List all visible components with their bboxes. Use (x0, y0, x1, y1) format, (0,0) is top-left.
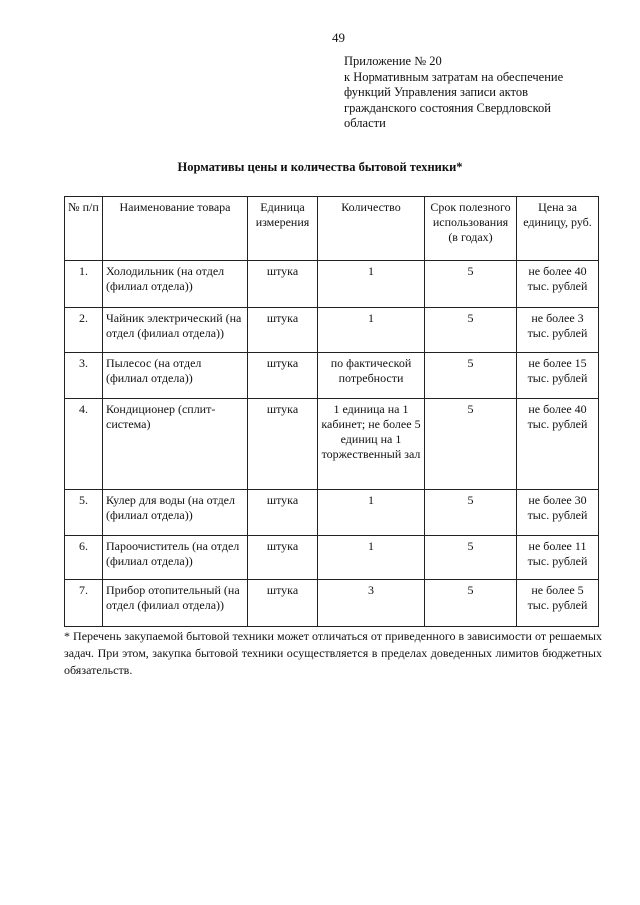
annex-line: к Нормативным затратам на обеспечение (344, 69, 564, 84)
norms-table (64, 196, 599, 627)
header-name: Наименование товара (103, 197, 248, 261)
cell-num: 6. (65, 536, 103, 580)
cell-qty: 1 (318, 490, 425, 536)
footnote: * Перечень закупаемой бытовой техники может отличаться от приведенного в зависимости от решаемых задач. При этом, закупка бытовой техники осуществляется в пределах доведенных лимитов бюджетных обязательств. (64, 629, 602, 677)
cell-unit: штука (248, 536, 318, 580)
cell-qty: 1 единица на 1 кабинет; не более 5 единиц на 1 торжественный зал (318, 399, 425, 490)
cell-price: не более 5 тыс. рублей (517, 580, 599, 627)
header-price: Цена за единицу, руб. (517, 197, 599, 261)
header-qty: Количество (318, 197, 425, 261)
cell-price: не более 30 тыс. рублей (517, 490, 599, 536)
cell-unit: штука (248, 353, 318, 399)
cell-num: 7. (65, 580, 103, 627)
cell-price: не более 3 тыс. рублей (517, 308, 599, 353)
cell-name: Пылесос (на отдел (филиал отдела)) (103, 353, 248, 399)
cell-life: 5 (425, 308, 517, 353)
header-life: Срок полезного использования (в годах) (425, 197, 517, 261)
table-row (65, 536, 599, 580)
cell-qty: 1 (318, 261, 425, 308)
cell-price: не более 11 тыс. рублей (517, 536, 599, 580)
annex-header (344, 54, 594, 132)
header-num: № п/п (65, 197, 103, 261)
cell-name: Кулер для воды (на отдел (филиал отдела)) (103, 490, 248, 536)
annex-line: гражданского состояния Свердловской (344, 100, 551, 115)
cell-name: Чайник электрический (на отдел (филиал отдела)) (103, 308, 248, 353)
cell-unit: штука (248, 308, 318, 353)
cell-qty: по фактической потребности (318, 353, 425, 399)
cell-qty: 3 (318, 580, 425, 627)
cell-unit: штука (248, 490, 318, 536)
cell-life: 5 (425, 580, 517, 627)
document-title: Нормативы цены и количества бытовой техники* (177, 160, 463, 174)
cell-name: Прибор отопительный (на отдел (филиал отдела)) (103, 580, 248, 627)
table-row (65, 490, 599, 536)
cell-life: 5 (425, 490, 517, 536)
table-row (65, 261, 599, 308)
cell-life: 5 (425, 536, 517, 580)
cell-num: 2. (65, 308, 103, 353)
page-number: 49 (332, 30, 345, 45)
table-row (65, 399, 599, 490)
cell-num: 3. (65, 353, 103, 399)
table-row (65, 580, 599, 627)
cell-num: 4. (65, 399, 103, 490)
header-unit: Единица измерения (248, 197, 318, 261)
cell-unit: штука (248, 580, 318, 627)
cell-price: не более 40 тыс. рублей (517, 399, 599, 490)
cell-qty: 1 (318, 308, 425, 353)
cell-unit: штука (248, 261, 318, 308)
table-row (65, 353, 599, 399)
cell-price: не более 40 тыс. рублей (517, 261, 599, 308)
table-header-row (65, 197, 599, 261)
cell-num: 1. (65, 261, 103, 308)
table-row (65, 308, 599, 353)
cell-unit: штука (248, 399, 318, 490)
cell-name: Пароочиститель (на отдел (филиал отдела)) (103, 536, 248, 580)
annex-line: области (344, 116, 386, 130)
cell-life: 5 (425, 261, 517, 308)
cell-num: 5. (65, 490, 103, 536)
cell-name: Кондиционер (сплит-система) (103, 399, 248, 490)
cell-life: 5 (425, 353, 517, 399)
annex-line: функций Управления записи актов (344, 85, 528, 99)
annex-line: Приложение № 20 (344, 54, 442, 68)
cell-price: не более 15 тыс. рублей (517, 353, 599, 399)
cell-qty: 1 (318, 536, 425, 580)
cell-life: 5 (425, 399, 517, 490)
cell-name: Холодильник (на отдел (филиал отдела)) (103, 261, 248, 308)
